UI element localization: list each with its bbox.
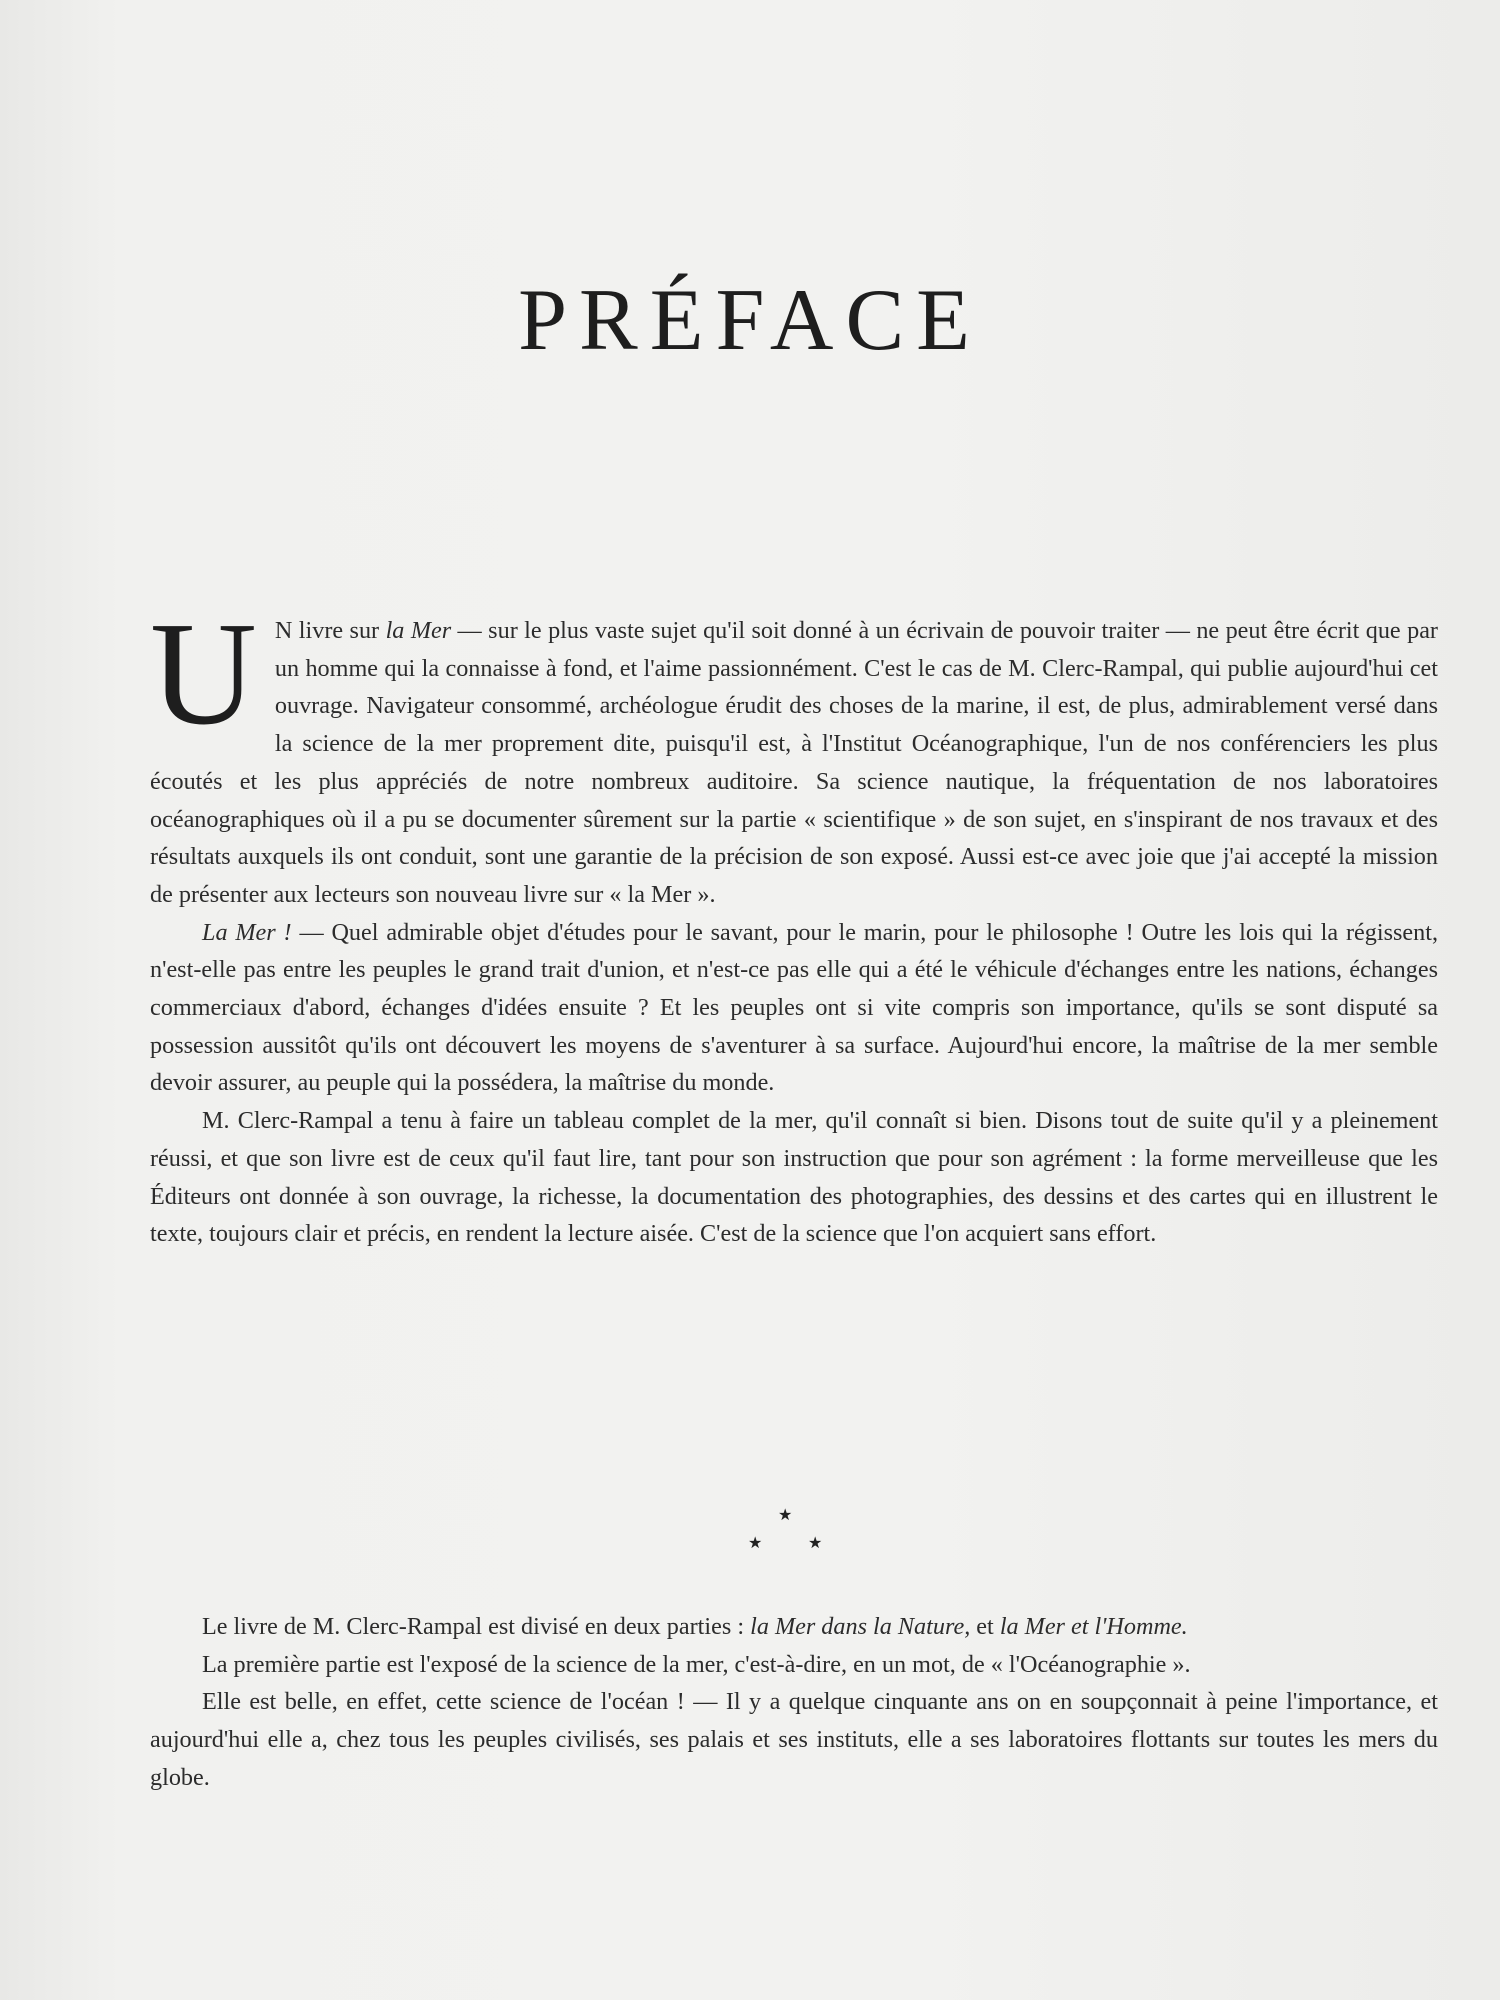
- paragraph-la-mer: [150, 914, 1438, 1103]
- star-icon: ★: [748, 1535, 763, 1552]
- part-two-title: la Mer et l'Homme.: [999, 1613, 1188, 1640]
- paragraph-science-ocean: Elle est belle, en effet, cette science de l'océan ! — Il y a quelque cinquante ans on en soupçonnait à peine l'importance, et aujourd'hui elle a, chez tous les peuples civilisés, ses palais et ses instituts, elle a ses laboratoires flottants sur toutes les mers du globe.: [150, 1688, 1438, 1791]
- part-one-title: la Mer dans la Nature,: [750, 1613, 971, 1640]
- page-title: PRÉFACE: [518, 272, 982, 369]
- paragraph-intro: [150, 592, 1438, 914]
- intro-lead-text: N livre sur: [274, 617, 386, 644]
- paragraph-premiere-partie: La première partie est l'exposé de la science de la mer, c'est-à-dire, en un mot, de « l'Océanographie ».: [202, 1650, 1191, 1678]
- preface-body: [150, 592, 1438, 1253]
- paragraph-la-mer-italic: La Mer !: [202, 918, 292, 946]
- paragraph-parts-conjunction: et: [970, 1613, 1000, 1640]
- star-icon: ★: [778, 1507, 793, 1524]
- drop-cap-letter: U: [150, 592, 257, 756]
- paragraph-parts-text: Le livre de M. Clerc-Rampal est divisé en deux parties :: [202, 1613, 751, 1640]
- paragraph-clerc-rampal: M. Clerc-Rampal a tenu à faire un tableau complet de la mer, qu'il connaît si bien. Disons tout de suite qu'il y a pleinement réussi, et que son livre est de ceux qu'il faut lire, tant pour son instruction que pour son agrément : la forme merveilleuse que les Éditeurs ont donnée à son ouvrage, la richesse, la documentation des photographies, des dessins et des cartes qui en illustrent le texte, toujours clair et précis, en rendent la lecture aisée. C'est de la science que l'on acquiert sans effort.: [150, 1107, 1438, 1248]
- section-separator: [740, 1508, 830, 1558]
- intro-body-text: — sur le plus vaste sujet qu'il soit donné à un écrivain de pouvoir traiter — ne peut être écrit que par un homme qui la connaisse à fond, et l'aime passionnément. C'est le cas de M. Clerc-Rampal, qui publie aujourd'hui cet ouvrage. Navigateur consommé, archéologue érudit des choses de la marine, il est, de plus, admirablement versé dans la science de la mer proprement dite, puisqu'il est, à l'Institut Océanographique, l'un de nos conférenciers les plus écoutés et les plus appréciés de notre nombreux auditoire. Sa science nautique, la fréquentation de nos laboratoires océanographiques où il a pu se documenter sûrement sur la partie « scientifique » de son sujet, en s'inspirant de nos travaux et des résultats auxquels ils ont conduit, sont une garantie de la précision de son exposé. Aussi est-ce avec joie que j'ai accepté la mission de présenter aux lecteurs son nouveau livre sur « la Mer ».: [150, 617, 1438, 908]
- paragraph-parts: [150, 1608, 1438, 1646]
- star-icon: ★: [808, 1535, 823, 1552]
- preface-body-continued: [150, 1608, 1438, 1797]
- intro-italic-title: la Mer: [385, 617, 452, 644]
- paragraph-la-mer-text: — Quel admirable objet d'études pour le savant, pour le marin, pour le philosophe ! Outre les lois qui la régissent, n'est-elle pas entre les peuples le grand trait d'union, et n'est-ce pas elle qui a été le véhicule d'échanges entre les nations, échanges commerciaux d'abord, échanges d'idées ensuite ? Et les peuples ont si vite compris son importance, qu'ils se sont disputé sa possession aussitôt qu'ils ont découvert les moyens de s'aventurer à sa surface. Aujourd'hui encore, la maîtrise de la mer semble devoir assurer, au peuple qui la possédera, la maîtrise du monde.: [150, 918, 1438, 1097]
